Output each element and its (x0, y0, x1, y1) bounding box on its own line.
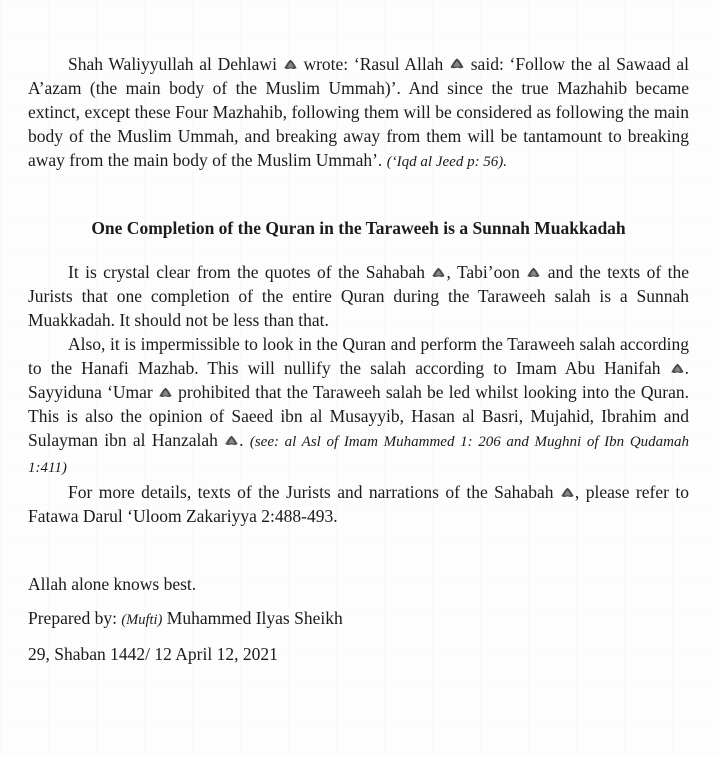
document-footer (28, 572, 689, 666)
footer-date: 29, Shaban 1442/ 12 April 12, 2021 (28, 644, 278, 664)
section-heading: One Completion of the Quran in the Taraweeh is a Sunnah Muakkadah (91, 218, 626, 238)
honorific-radiallahu-anhum-icon (526, 267, 541, 278)
para1-text-2: wrote: ‘Rasul Allah (303, 54, 444, 74)
para3-text-3: prohibited that the Taraweeh salah be led whilst looking into the Quran. This is also the opinion of Saeed ibn al Musayyib, Hasan al Basri, Mujahid, Ibrahim and Sulayman ibn al Hanzalah (28, 382, 689, 450)
para2-text-3: and the texts of the Jurists that one completion of the entire Quran during the Taraweeh salah is a Sunnah Muakkadah. It should not be less than that. (28, 262, 690, 330)
paragraph-crystal-clear (28, 260, 689, 332)
para1-text-3: said: ‘Follow the al Sawaad al A’azam (the main body of the Muslim Ummah)’. And since the true Mazhahib became extinct, except these Four Mazhahib, following them will be considered as following the main body of the Muslim Ummah, and breaking away from them will be tantamount to breaking away from the main body of the Muslim Ummah’. (28, 54, 690, 170)
footer-knows-best: Allah alone knows best. (28, 574, 197, 594)
honorific-rahimahullah-icon (670, 363, 685, 374)
honorific-radiallahu-anhu-icon (158, 387, 173, 398)
honorific-radiallahu-anhum-icon (431, 267, 446, 278)
para4-text-1: For more details, texts of the Jurists and narrations of the Sahabah (68, 482, 554, 502)
honorific-sallallahu-alayhi-wasallam-icon (449, 57, 465, 70)
honorific-radiallahu-anhum-icon (560, 487, 575, 498)
paragraph-more-details (28, 480, 689, 528)
honorific-rahimahullah-icon (283, 59, 298, 70)
paragraph-shah-waliyyullah (28, 52, 689, 174)
para2-text-1: It is crystal clear from the quotes of the Sahabah (68, 262, 426, 282)
para3-text-2: . Sayyiduna ‘Umar (28, 358, 689, 402)
para2-text-2: , Tabi’oon (446, 262, 520, 282)
prepared-by-label: Prepared by: (28, 608, 117, 628)
prepared-by-name: Muhammed Ilyas Sheikh (166, 608, 343, 628)
prepared-by-title: (Mufti) (121, 612, 163, 628)
para3-text-4: . (239, 430, 244, 450)
honorific-radiallahu-anhum-icon (224, 435, 239, 446)
citation-iqd-al-jeed: (‘Iqd al Jeed p: 56). (386, 154, 508, 170)
footer-prepared-by (28, 606, 689, 632)
para1-text-1: Shah Waliyyullah al Dehlawi (68, 54, 277, 74)
para4-text-2: , please refer to Fatawa Darul ‘Uloom Zakariyya 2:488-493. (28, 482, 689, 526)
para3-text-1: Also, it is impermissible to look in the Quran and perform the Taraweeh salah according to the Hanafi Mazhab. This will nullify the salah according to Imam Abu Hanifah (28, 334, 689, 378)
paragraph-impermissible (28, 332, 689, 480)
citation-al-asl-mughni: (see: al Asl of Imam Muhammed 1: 206 and Mughni of Ibn Qudamah 1:411) (28, 434, 689, 476)
